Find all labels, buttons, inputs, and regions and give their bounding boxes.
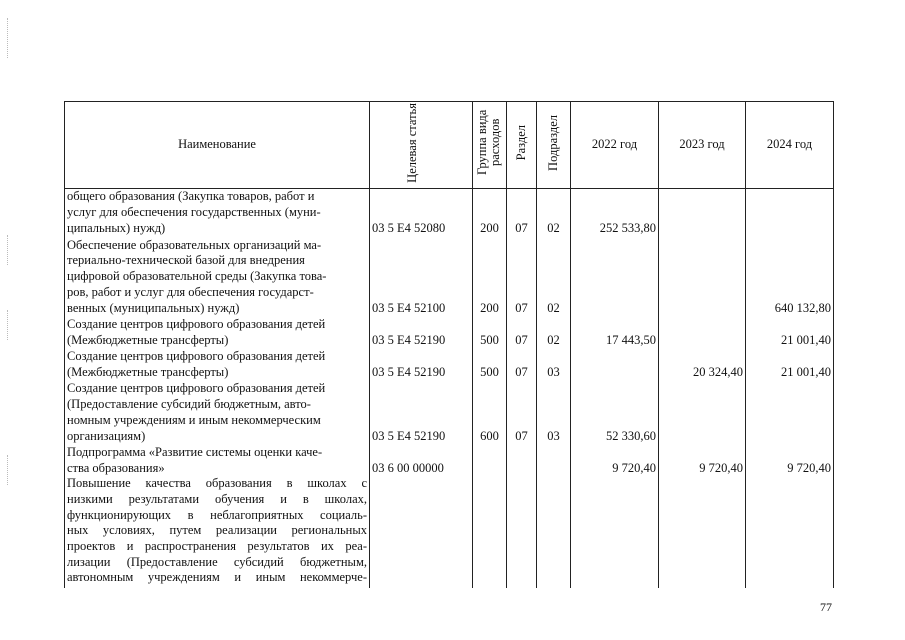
header-year-2024 [746, 102, 834, 189]
row-2022 [571, 348, 659, 380]
name-line: венных (муниципальных) нужд) [67, 300, 240, 315]
row-2022 [571, 236, 659, 316]
name-line: номным учреждениям и иным некоммерческим [67, 412, 321, 427]
table-row [65, 316, 834, 348]
row-code: 03 6 00 00000 [370, 444, 473, 476]
row-2023 [659, 476, 746, 588]
name-line: Создание центров цифрового образования детей [67, 316, 326, 331]
row-2022: 9 720,40 [571, 444, 659, 476]
header-year-2022 [571, 102, 659, 189]
header-section-label: Раздел [514, 124, 528, 161]
row-2024: 640 132,80 [746, 236, 834, 316]
row-subsection: 02 [537, 236, 571, 316]
name-line: (Межбюджетные трансферты) [67, 364, 229, 379]
row-code [370, 476, 473, 588]
table-row [65, 188, 834, 236]
row-section: 07 [507, 380, 537, 444]
name-line: териально-технической базой для внедрения [67, 253, 305, 268]
header-year-2023 [659, 102, 746, 189]
name-line: проектов и распространения результатов их реа- [67, 539, 367, 554]
table-body [65, 188, 834, 588]
row-group: 600 [473, 380, 507, 444]
row-name [65, 476, 370, 588]
table-row [65, 476, 834, 588]
row-subsection: 02 [537, 316, 571, 348]
scan-margin-dots [7, 310, 10, 340]
scan-margin-dots [7, 235, 10, 265]
table-row [65, 348, 834, 380]
row-group: 500 [473, 348, 507, 380]
name-line: цифровой образовательной среды (Закупка това- [67, 269, 327, 284]
row-code: 03 5 E4 52190 [370, 348, 473, 380]
name-line: услуг для обеспечения государственных (муни- [67, 204, 321, 219]
row-2022: 17 443,50 [571, 316, 659, 348]
name-line: общего образования (Закупка товаров, работ и [67, 189, 315, 204]
table-row [65, 380, 834, 444]
table-row [65, 444, 834, 476]
header-year-2023-label: 2023 год [679, 137, 725, 151]
scan-margin-dots [7, 18, 10, 58]
row-2022: 52 330,60 [571, 380, 659, 444]
row-2023 [659, 380, 746, 444]
row-2023: 9 720,40 [659, 444, 746, 476]
row-group: 200 [473, 188, 507, 236]
row-2024 [746, 188, 834, 236]
name-line: Подпрограмма «Развитие системы оценки каче- [67, 444, 323, 459]
row-2023 [659, 236, 746, 316]
table-header [65, 102, 834, 189]
name-line: низкими результатами обучения и в школах, [67, 491, 367, 506]
row-name [65, 380, 370, 444]
header-target-article-label: Целевая статья [405, 102, 419, 183]
row-subsection: 03 [537, 380, 571, 444]
row-subsection [537, 476, 571, 588]
row-2024: 21 001,40 [746, 348, 834, 380]
table-row [65, 236, 834, 316]
row-2022 [571, 476, 659, 588]
row-2023: 20 324,40 [659, 348, 746, 380]
header-target-article [370, 102, 473, 189]
name-line: (Предоставление субсидий бюджетным, авто- [67, 397, 311, 412]
header-year-2024-label: 2024 год [766, 137, 813, 151]
row-name [65, 444, 370, 476]
row-code: 03 5 E4 52080 [370, 188, 473, 236]
name-line: (Межбюджетные трансферты) [67, 332, 229, 347]
scan-margin-dots [7, 455, 10, 485]
header-name [65, 102, 370, 189]
row-code: 03 5 E4 52190 [370, 316, 473, 348]
row-group: 500 [473, 316, 507, 348]
row-2024 [746, 380, 834, 444]
name-line: ства образования» [67, 460, 165, 475]
page-number: 77 [820, 600, 832, 614]
row-group [473, 476, 507, 588]
row-subsection [537, 444, 571, 476]
row-name [65, 236, 370, 316]
header-name-label: Наименование [178, 137, 256, 151]
header-year-2022-label: 2022 год [591, 137, 638, 151]
name-line: ципальных) нужд) [67, 220, 166, 235]
name-line: организациям) [67, 428, 146, 443]
name-line: функционирующих в неблагоприятных социаль- [67, 507, 367, 522]
row-code: 03 5 E4 52100 [370, 236, 473, 316]
row-section [507, 444, 537, 476]
name-line: автономным учреждениям и иным некоммерче- [67, 570, 367, 585]
name-line: лизации (Предоставление субсидий бюджетным, [67, 554, 367, 569]
row-section [507, 476, 537, 588]
row-2024: 9 720,40 [746, 444, 834, 476]
row-name [65, 348, 370, 380]
row-code: 03 5 E4 52190 [370, 380, 473, 444]
name-line: Создание центров цифрового образования детей [67, 348, 326, 363]
budget-table [64, 101, 834, 588]
row-section: 07 [507, 188, 537, 236]
row-section: 07 [507, 316, 537, 348]
name-line: Обеспечение образовательных организаций ма- [67, 237, 322, 252]
row-2023 [659, 316, 746, 348]
header-subsection-label: Подраздел [546, 114, 560, 171]
row-section: 07 [507, 236, 537, 316]
row-2022: 252 533,80 [571, 188, 659, 236]
row-subsection: 03 [537, 348, 571, 380]
row-2024 [746, 476, 834, 588]
row-group [473, 444, 507, 476]
row-subsection: 02 [537, 188, 571, 236]
row-2023 [659, 188, 746, 236]
name-line: Повышение качества образования в школах с [67, 476, 367, 491]
row-name [65, 316, 370, 348]
row-name [65, 188, 370, 236]
name-line: ров, работ и услуг для обеспечения государст- [67, 284, 314, 299]
header-expense-group [473, 102, 507, 189]
name-line: Создание центров цифрового образования детей [67, 381, 326, 396]
row-2024: 21 001,40 [746, 316, 834, 348]
header-subsection [537, 102, 571, 189]
header-section [507, 102, 537, 189]
row-section: 07 [507, 348, 537, 380]
name-line: ных условиях, путем реализации региональных [67, 523, 367, 538]
header-expense-group-label: Группа вида расходов [474, 109, 502, 176]
row-group: 200 [473, 236, 507, 316]
